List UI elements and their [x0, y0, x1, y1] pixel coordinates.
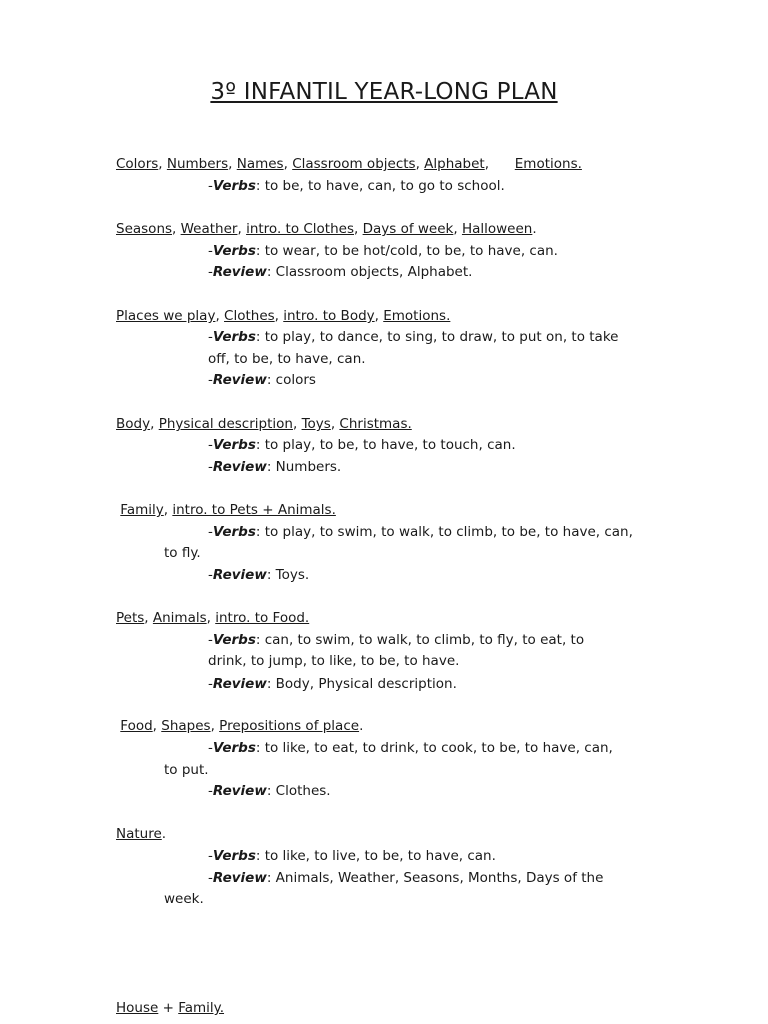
- topic: Places we play: [116, 308, 216, 324]
- review-line: -Review: Toys.: [208, 567, 310, 583]
- topic: Physical description: [158, 416, 293, 432]
- topic: Family: [120, 502, 164, 518]
- verbs-text: : to like, to eat, to drink, to cook, to be, to have, can,: [255, 740, 613, 756]
- verbs-text: : to play, to swim, to walk, to climb, to be, to have, can,: [255, 524, 633, 540]
- verbs-label: Verbs: [212, 848, 256, 864]
- page-title: 3º INFANTIL YEAR-LONG PLAN: [210, 79, 558, 105]
- review-text: : colors: [266, 372, 316, 388]
- verbs-continuation: to fly.: [164, 545, 201, 561]
- review-label: Review: [212, 783, 267, 799]
- topic-line: Nature.: [116, 826, 167, 842]
- topic: Names: [236, 156, 284, 172]
- review-text: : Classroom objects, Alphabet.: [266, 264, 473, 280]
- review-text: : Clothes.: [266, 783, 331, 799]
- verbs-text: : to play, to dance, to sing, to draw, to put on, to take: [255, 329, 619, 345]
- topic: Food: [120, 718, 153, 734]
- review-label: Review: [212, 567, 267, 583]
- topic: House: [116, 1000, 159, 1016]
- topic: Emotions.: [383, 308, 451, 324]
- topic: Emotions.: [514, 156, 582, 172]
- review-label: Review: [212, 372, 267, 388]
- topic: Colors: [116, 156, 159, 172]
- topic: Shapes: [161, 718, 211, 734]
- verbs-continuation: to put.: [164, 762, 209, 778]
- review-text: : Toys.: [266, 567, 310, 583]
- verbs-text: : can, to swim, to walk, to climb, to fly, to eat, to: [255, 632, 585, 648]
- topic: Clothes: [224, 308, 275, 324]
- verbs-label: Verbs: [212, 632, 256, 648]
- review-text: : Animals, Weather, Seasons, Months, Days of the: [266, 870, 604, 886]
- topic: Prepositions of place: [219, 718, 360, 734]
- topic: Numbers: [166, 156, 229, 172]
- topic-line: Food, Shapes, Prepositions of place.: [120, 718, 364, 734]
- topic: intro. to Clothes: [246, 221, 354, 237]
- review-line: -Review: Animals, Weather, Seasons, Months, Days of the: [208, 870, 604, 886]
- verbs-text: : to wear, to be hot/cold, to be, to have, can.: [255, 243, 558, 259]
- verbs-text: : to be, to have, can, to go to school.: [255, 178, 505, 194]
- topic: Family.: [178, 1000, 225, 1016]
- verbs-line: -Verbs: to play, to be, to have, to touch, can.: [208, 437, 516, 453]
- review-label: Review: [212, 459, 267, 475]
- review-label: Review: [212, 264, 267, 280]
- verbs-line: -Verbs: to play, to dance, to sing, to draw, to put on, to take: [208, 329, 619, 345]
- topic: Weather: [180, 221, 238, 237]
- topic-line: House + Family.: [116, 1000, 225, 1016]
- topic: Body: [116, 416, 151, 432]
- topic: intro. to Body: [283, 308, 375, 324]
- topic: Seasons: [116, 221, 173, 237]
- topic-line: Pets, Animals, intro. to Food.: [116, 610, 310, 626]
- topic: Classroom objects: [292, 156, 416, 172]
- topic: intro. to Pets + Animals.: [172, 502, 336, 518]
- verbs-label: Verbs: [212, 243, 256, 259]
- topic-line: Places we play, Clothes, intro. to Body, Emotions.: [116, 308, 451, 324]
- review-continuation: week.: [164, 891, 204, 907]
- review-label: Review: [212, 870, 267, 886]
- verbs-continuation: off, to be, to have, can.: [208, 351, 366, 367]
- verbs-text: : to play, to be, to have, to touch, can.: [255, 437, 516, 453]
- topic-line: Family, intro. to Pets + Animals.: [120, 502, 336, 518]
- review-line: -Review: Clothes.: [208, 783, 331, 799]
- review-line: -Review: colors: [208, 372, 316, 388]
- topic-line: Seasons, Weather, intro. to Clothes, Days of week, Halloween.: [116, 221, 537, 237]
- verbs-line: -Verbs: to like, to eat, to drink, to cook, to be, to have, can,: [208, 740, 613, 756]
- topic: Days of week: [362, 221, 454, 237]
- verbs-line: -Verbs: to like, to live, to be, to have, can.: [208, 848, 496, 864]
- verbs-line: -Verbs: to wear, to be hot/cold, to be, to have, can.: [208, 243, 558, 259]
- topic: Halloween: [461, 221, 533, 237]
- review-text: : Body, Physical description.: [266, 676, 457, 692]
- verbs-label: Verbs: [212, 524, 256, 540]
- verbs-label: Verbs: [212, 329, 256, 345]
- topic: Animals: [152, 610, 207, 626]
- verbs-line: -Verbs: to play, to swim, to walk, to climb, to be, to have, can,: [208, 524, 633, 540]
- verbs-text: : to like, to live, to be, to have, can.: [255, 848, 496, 864]
- verbs-label: Verbs: [212, 740, 256, 756]
- topic: Christmas.: [339, 416, 412, 432]
- topic: Pets: [116, 610, 145, 626]
- review-line: -Review: Classroom objects, Alphabet.: [208, 264, 473, 280]
- topic-line: Colors, Numbers, Names, Classroom objects, Alphabet, Emotions.: [116, 156, 582, 172]
- review-line: -Review: Numbers.: [208, 459, 342, 475]
- review-line: -Review: Body, Physical description.: [208, 676, 457, 692]
- verbs-line: -Verbs: to be, to have, can, to go to school.: [208, 178, 505, 194]
- verbs-label: Verbs: [212, 178, 256, 194]
- topic: Toys: [301, 416, 331, 432]
- topic: Nature: [116, 826, 162, 842]
- review-text: : Numbers.: [266, 459, 342, 475]
- verbs-line: -Verbs: can, to swim, to walk, to climb, to fly, to eat, to: [208, 632, 585, 648]
- review-label: Review: [212, 676, 267, 692]
- topic-line: Body, Physical description, Toys, Christmas.: [116, 416, 412, 432]
- topic: intro. to Food.: [215, 610, 310, 626]
- topic: Alphabet: [424, 156, 485, 172]
- verbs-label: Verbs: [212, 437, 256, 453]
- verbs-continuation: drink, to jump, to like, to be, to have.: [208, 653, 460, 669]
